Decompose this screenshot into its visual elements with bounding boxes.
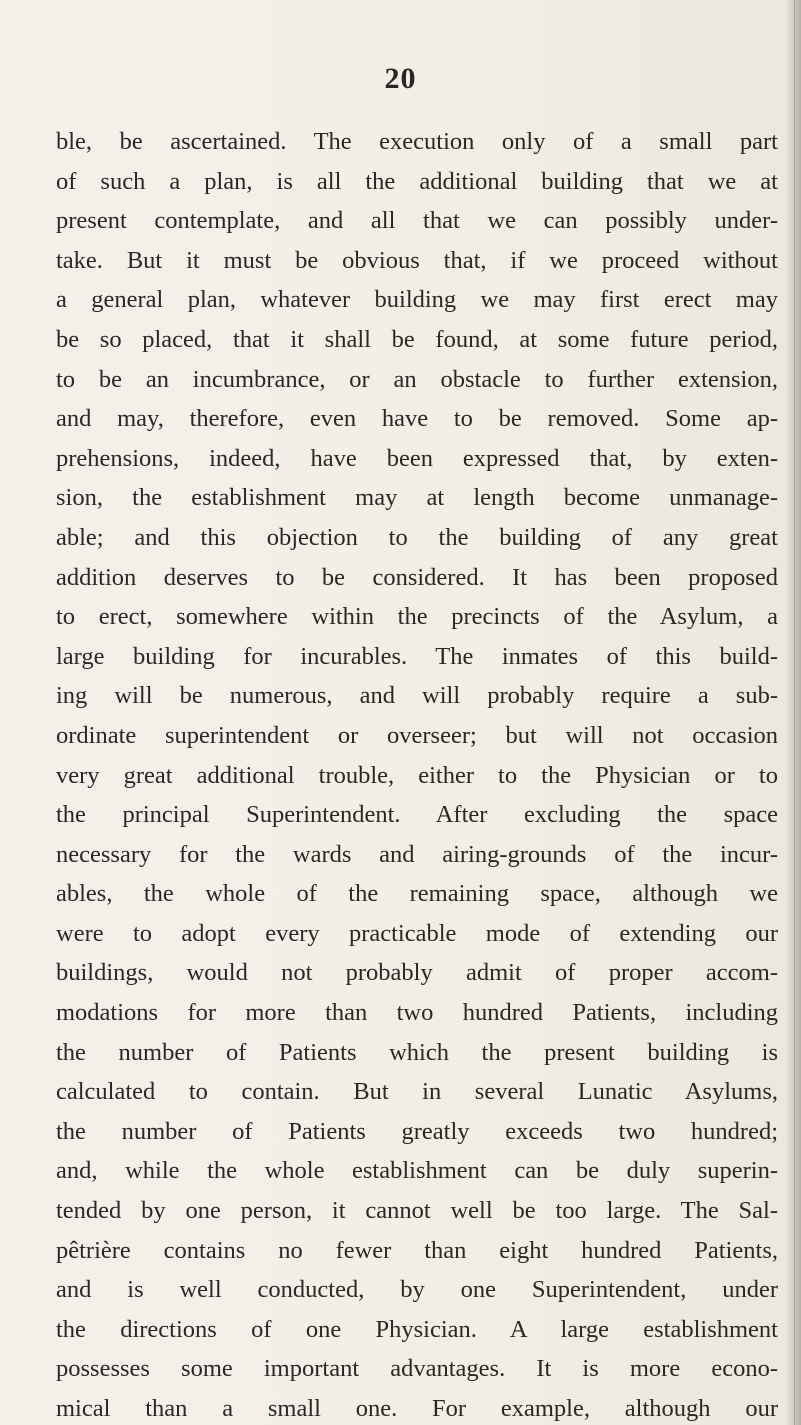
text-line: of such a plan, is all the additional building that we at <box>56 167 778 195</box>
text-line: very great additional trouble, either to the Physician or to <box>56 761 778 789</box>
text-line: the principal Superintendent. After excluding the space <box>56 801 778 829</box>
text-line: the number of Patients greatly exceeds two hundred; <box>56 1117 778 1145</box>
text-line: tended by one person, it cannot well be too large. The Sal- <box>56 1197 778 1225</box>
text-line: ing will be numerous, and will probably require a sub- <box>56 682 778 710</box>
text-line: mical than a small one. For example, although our <box>56 1395 778 1422</box>
text-line: sion, the establishment may at length become unmanage- <box>56 484 778 512</box>
text-line: the directions of one Physician. A large establishment <box>56 1315 778 1343</box>
text-line: and, while the whole establishment can be duly superin- <box>56 1157 778 1185</box>
text-line: be so placed, that it shall be found, at some future period, <box>56 325 778 353</box>
text-line: possesses some important advantages. It is more econo- <box>56 1355 778 1383</box>
text-line: calculated to contain. But in several Lunatic Asylums, <box>56 1078 778 1106</box>
text-line: ables, the whole of the remaining space, although we <box>56 880 778 908</box>
text-line: able; and this objection to the building of any great <box>56 523 778 551</box>
text-line: were to adopt every practicable mode of extending our <box>56 919 778 947</box>
text-line: to be an incumbrance, or an obstacle to further extension, <box>56 365 778 393</box>
text-line: and may, therefore, even have to be removed. Some ap- <box>56 405 778 433</box>
text-line: ble, be ascertained. The execution only of a small part <box>56 128 778 155</box>
text-line: take. But it must be obvious that, if we proceed without <box>56 246 778 274</box>
text-line: buildings, would not probably admit of proper accom- <box>56 959 778 987</box>
text-line: necessary for the wards and airing-grounds of the incur- <box>56 840 778 868</box>
text-line: present contemplate, and all that we can possibly under- <box>56 207 778 235</box>
text-line: to erect, somewhere within the precincts of the Asylum, a <box>56 603 778 631</box>
text-line: pêtrière contains no fewer than eight hundred Patients, <box>56 1236 778 1264</box>
body-text <box>56 122 778 1425</box>
page-number: 20 <box>384 62 417 95</box>
text-line: addition deserves to be considered. It has been proposed <box>56 563 778 591</box>
page-edge-shadow <box>785 0 801 1425</box>
page-edge-line <box>794 0 795 1425</box>
text-line: the number of Patients which the present building is <box>56 1038 778 1066</box>
text-line: ordinate superintendent or overseer; but will not occasion <box>56 721 778 749</box>
text-line: and is well conducted, by one Superintendent, under <box>56 1276 778 1304</box>
text-line: prehensions, indeed, have been expressed that, by exten- <box>56 444 778 472</box>
text-line: large building for incurables. The inmates of this build- <box>56 642 778 670</box>
text-line: a general plan, whatever building we may first erect may <box>56 286 778 314</box>
text-line: modations for more than two hundred Patients, including <box>56 999 778 1027</box>
